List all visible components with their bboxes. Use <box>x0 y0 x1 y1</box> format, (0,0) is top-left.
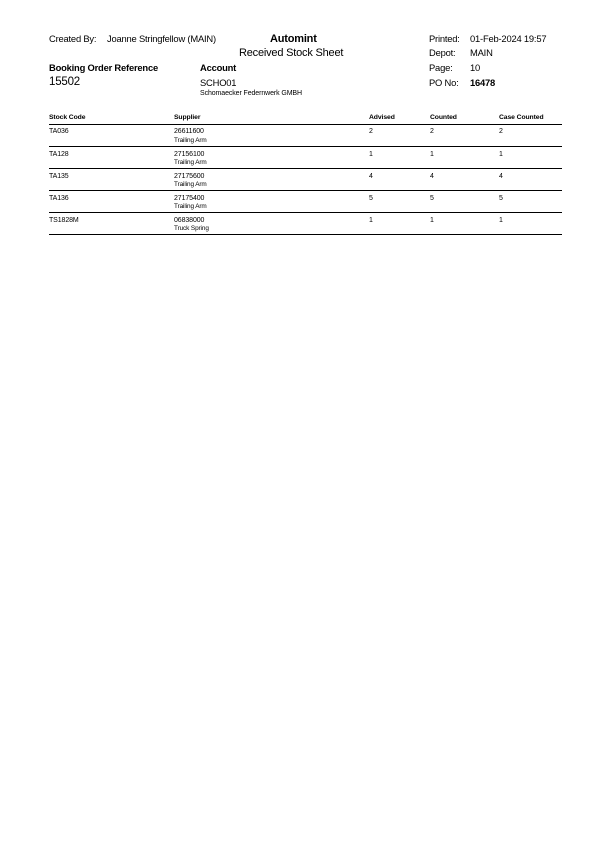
item-description: Trailing Arm <box>174 159 207 166</box>
po-value: 16478 <box>470 77 496 88</box>
created-by-value: Joanne Stringfellow (MAIN) <box>107 33 216 44</box>
booking-ref-label: Booking Order Reference <box>49 62 158 73</box>
col-counted: Counted <box>430 114 457 121</box>
stock-code: TA136 <box>49 195 69 202</box>
case-counted-qty: 5 <box>499 195 503 202</box>
company-name: Automint <box>270 33 317 45</box>
created-by-label: Created By: <box>49 33 97 44</box>
depot-value: MAIN <box>470 47 493 58</box>
case-counted-qty: 2 <box>499 128 503 135</box>
stock-code: TA128 <box>49 151 69 158</box>
col-stock-code: Stock Code <box>49 114 86 121</box>
document-title: Received Stock Sheet <box>239 47 344 59</box>
stock-code: TA036 <box>49 128 69 135</box>
supplier-code: 06838000 <box>174 217 205 224</box>
supplier-code: 27175600 <box>174 173 205 180</box>
supplier-code: 27156100 <box>174 151 205 158</box>
row-divider <box>49 212 562 213</box>
counted-qty: 2 <box>430 128 434 135</box>
case-counted-qty: 1 <box>499 151 503 158</box>
advised-qty: 4 <box>369 173 373 180</box>
advised-qty: 1 <box>369 151 373 158</box>
printed-value: 01-Feb-2024 19:57 <box>470 33 547 44</box>
supplier-code: 26611600 <box>174 128 204 135</box>
counted-qty: 1 <box>430 217 434 224</box>
col-case-counted: Case Counted <box>499 114 544 121</box>
row-divider <box>49 190 562 191</box>
depot-label: Depot: <box>429 47 456 58</box>
page-label: Page: <box>429 62 453 73</box>
account-label: Account <box>200 62 237 73</box>
po-label: PO No: <box>429 77 459 88</box>
item-description: Trailing Arm <box>174 137 207 144</box>
item-description: Truck Spring <box>174 225 209 232</box>
stock-code: TA135 <box>49 173 69 180</box>
stock-code: TS1828M <box>49 217 79 224</box>
account-code: SCHO01 <box>200 77 237 88</box>
counted-qty: 5 <box>430 195 434 202</box>
item-description: Trailing Arm <box>174 203 207 210</box>
page-value: 10 <box>470 62 481 73</box>
advised-qty: 2 <box>369 128 373 135</box>
booking-ref-value: 15502 <box>49 76 80 88</box>
advised-qty: 5 <box>369 195 373 202</box>
item-description: Trailing Arm <box>174 181 207 188</box>
printed-label: Printed: <box>429 33 460 44</box>
row-divider <box>49 146 562 147</box>
case-counted-qty: 4 <box>499 173 503 180</box>
col-advised: Advised <box>369 114 395 121</box>
supplier-code: 27175400 <box>174 195 205 202</box>
counted-qty: 1 <box>430 151 434 158</box>
case-counted-qty: 1 <box>499 217 503 224</box>
advised-qty: 1 <box>369 217 373 224</box>
row-divider <box>49 234 562 235</box>
row-divider <box>49 168 562 169</box>
col-supplier: Supplier <box>174 114 201 121</box>
counted-qty: 4 <box>430 173 434 180</box>
account-name: Schomaecker Federnwerk GMBH <box>200 90 302 97</box>
header-divider <box>49 124 562 125</box>
